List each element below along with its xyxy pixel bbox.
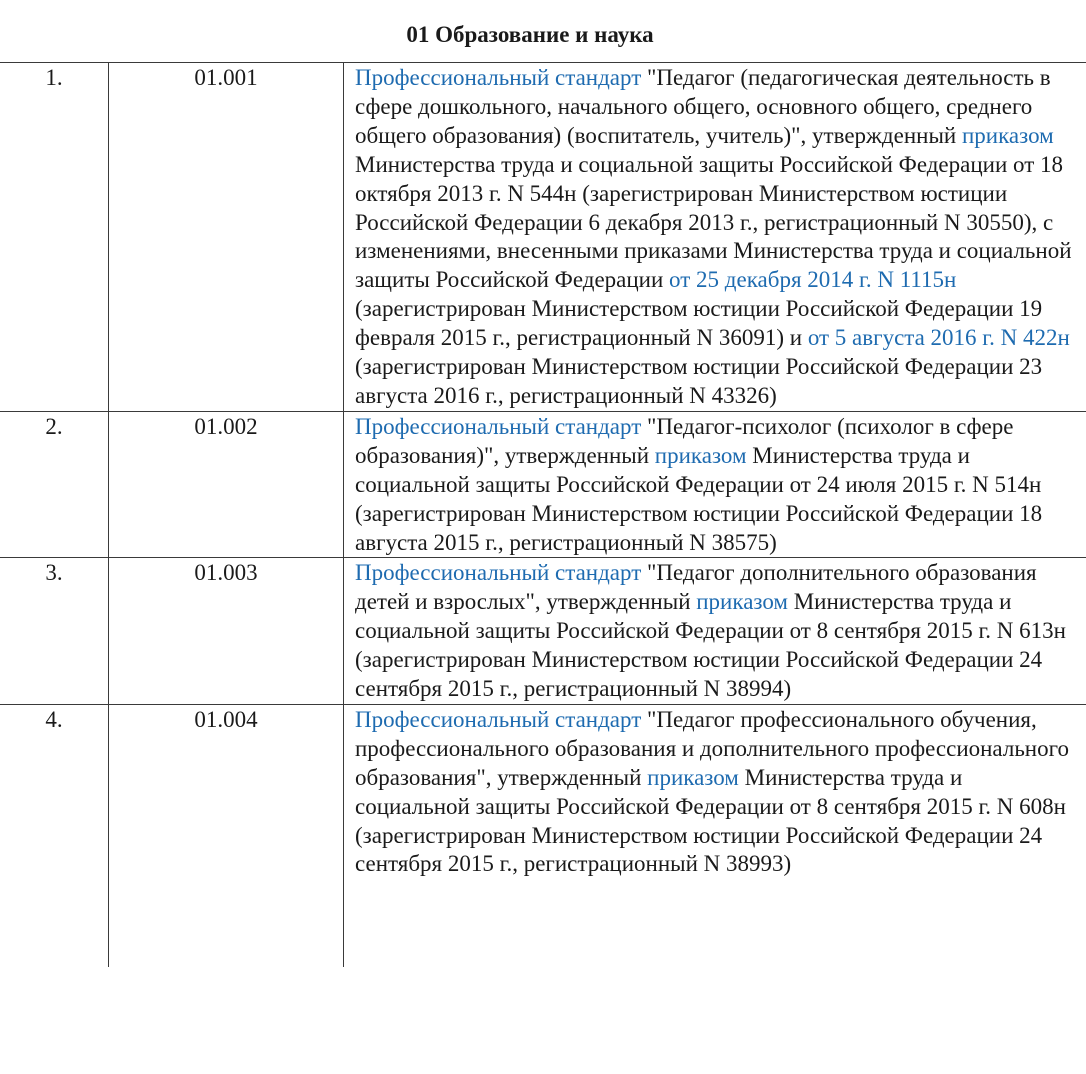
description-text: Министерства труда и социальной защиты Российской Федерации от 8 сентября 2015 г. N 613н (зарегистрирован Министерством юстиции Российской Федерации 24 сентября 2015 г., регистрационный N 38994) [355,589,1066,702]
row-number-cell [0,63,109,412]
standard-code: 01.001 [194,65,258,90]
description-text: Министерства труда и социальной защиты Российской Федерации от 8 сентября 2015 г. N 608н (зарегистрирован Министерством юстиции Российской Федерации 24 сентября 2015 г., регистрационный N 38993) [355,764,1066,877]
standards-table [0,62,1086,967]
standard-link[interactable]: Профессиональный стандарт [355,560,642,586]
order-link[interactable]: приказом [647,764,739,790]
row-number: 1. [45,65,63,90]
row-number: 3. [45,560,63,586]
order-link[interactable]: приказом [696,589,788,615]
description-text: Министерства труда и социальной защиты Российской Федерации от 18 октября 2013 г. N 544н (зарегистрирован Министерством юстиции Российской Федерации 6 декабря 2013 г., регистрационный N 30550), с изменениями, внесенными приказами Министерства труда и социальной защиты Российской Федерации [355,151,1072,293]
description-text: "Педагог (педагогическая деятельность в сфере дошкольного, начального общего, основного общего, среднего общего образования) (воспитатель, учитель)", утвержденный [355,65,1051,148]
standard-code: 01.004 [194,706,258,732]
row-number: 4. [45,706,63,732]
standard-link[interactable]: Профессиональный стандарт [355,65,642,90]
order-link[interactable]: приказом [654,442,747,468]
standard-code: 01.002 [194,413,258,439]
description-text: Министерства труда и социальной защиты Российской Федерации от 24 июля 2015 г. N 514н (зарегистрирован Министерством юстиции Российской Федерации 18 августа 2015 г., регистрационный N 38575) [355,442,1043,555]
description-text: "Педагог дополнительного образования детей и взрослых", утвержденный [355,560,1037,615]
standards-table-body [0,63,1086,967]
table-row [0,704,1086,967]
order-link[interactable]: приказом [961,122,1054,148]
order-link[interactable]: от 25 декабря 2014 г. N 1115н [669,267,957,293]
standard-link[interactable]: Профессиональный стандарт [355,706,642,732]
description-text: "Педагог профессионального обучения, профессионального образования и дополнительного профессионального образования", утвержденный [355,706,1069,790]
standard-code-cell [109,411,344,558]
order-link[interactable]: от 5 августа 2016 г. N 422н [807,325,1070,351]
standard-code-cell [109,63,344,412]
table-row [0,558,1086,705]
standard-description-cell [344,411,1086,558]
standard-link[interactable]: Профессиональный стандарт [355,413,642,439]
row-number-cell [0,704,109,967]
standard-code-cell [109,704,344,967]
table-row [0,63,1086,412]
description-text: (зарегистрирован Министерством юстиции Российской Федерации 23 августа 2016 г., регистрационный N 43326) [355,354,1043,408]
row-number-cell [0,411,109,558]
section-title: 01 Образование и наука [406,22,654,47]
description-text: (зарегистрирован Министерством юстиции Российской Федерации 19 февраля 2015 г., регистрационный N 36091) и [355,296,1043,351]
standard-code: 01.003 [194,560,258,586]
standard-description-cell [344,704,1086,967]
row-number: 2. [45,413,63,439]
description-text: "Педагог-психолог (психолог в сфере образования)", утвержденный [355,413,1014,468]
standard-description-cell [344,558,1086,705]
standard-description-cell [344,63,1086,412]
standard-code-cell [109,558,344,705]
row-number-cell [0,558,109,705]
table-row [0,411,1086,558]
